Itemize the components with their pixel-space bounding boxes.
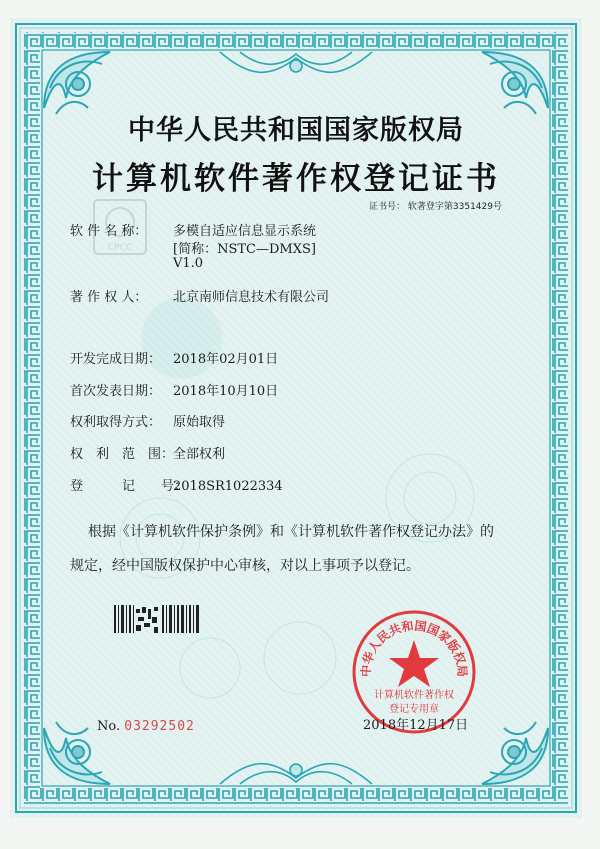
software-name-label: 软 件 名 称： [70, 224, 148, 239]
rights-acquisition-label: 权利取得方式： [70, 415, 162, 430]
first-publish-date-label: 首次发表日期： [70, 384, 162, 399]
rights-acquisition-row [70, 411, 225, 430]
bottom-center-ornament [220, 764, 372, 784]
certificate-title: 计算机软件著作权登记证书 [92, 161, 500, 197]
seal-star-icon [389, 640, 439, 687]
seal-line-2: 登记专用章 [389, 704, 439, 715]
software-name-row [70, 220, 316, 239]
registration-number-label: 登 记 号： [70, 479, 188, 494]
dev-completion-date-value: 2018年02月01日 [173, 352, 279, 367]
software-abbreviation: [简称：NSTC—DMXS] [173, 242, 316, 257]
certificate-number-label: 证书号： [369, 202, 406, 212]
statement-line-1: 根据《计算机软件保护条例》和《计算机软件著作权登记办法》的 [88, 524, 494, 540]
certificate-number [369, 199, 502, 212]
serial-number [97, 719, 195, 734]
issuer-heading: 中华人民共和国国家版权局 [128, 115, 464, 146]
seal-ring-text: 中华人民共和国国家版权局 [358, 618, 470, 678]
first-publish-date-value: 2018年10月10日 [173, 384, 279, 399]
dev-completion-date-label: 开发完成日期： [70, 352, 162, 367]
corner-ornament-br [482, 722, 548, 784]
registration-number-row [70, 475, 283, 494]
issue-date: 2018年12月17日 [363, 718, 469, 733]
serial-prefix: No. [97, 719, 121, 734]
serial-value: 03292502 [124, 719, 195, 734]
registration-number-value: 2018SR1022334 [173, 479, 283, 494]
statement-line-2: 规定，经中国版权保护中心审核，对以上事项予以登记。 [70, 558, 420, 574]
software-name-value: 多模自适应信息显示系统 [173, 224, 317, 239]
corner-ornament-tl [44, 52, 110, 114]
rights-scope-value: 全部权利 [173, 447, 226, 462]
rights-scope-row [70, 443, 225, 462]
seal-line-1: 计算机软件著作权 [374, 690, 454, 701]
copyright-owner-row [70, 286, 329, 305]
first-publish-date-row [70, 380, 278, 399]
svg-text:CPCC: CPCC [107, 243, 133, 253]
dev-completion-date-row [70, 348, 278, 367]
copyright-owner-value: 北京南师信息技术有限公司 [173, 290, 330, 305]
rights-acquisition-value: 原始取得 [173, 415, 226, 430]
copyright-owner-label: 著 作 权 人： [70, 290, 148, 305]
software-version: V1.0 [173, 256, 204, 271]
certificate-number-value: 软著登字第3351429号 [407, 202, 502, 212]
rights-scope-label: 权 利 范 围： [70, 447, 175, 462]
corner-ornament-tr [482, 52, 548, 114]
barcode [114, 603, 202, 635]
certificate-sheet [10, 18, 582, 818]
top-center-ornament [220, 52, 372, 72]
